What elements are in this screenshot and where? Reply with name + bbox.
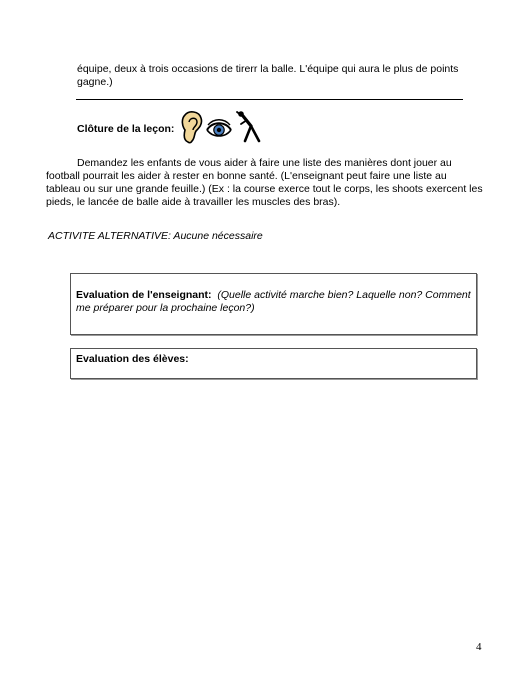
teacher-evaluation-prompt: (Quelle activité marche bien? Laquelle non? Comment me préparer pour la prochaine leçon?) [76,289,471,314]
student-evaluation-label: Evaluation des élèves: [76,353,189,365]
closing-heading: Clôture de la leçon: [77,123,175,135]
stretching-person-icon [237,111,259,141]
closing-paragraph: Demandez les enfants de vous aider à faire une liste des manières dont jouer au football pourrait les aider à rester en bonne santé. (L'enseignant peut faire une liste au tableau ou sur une grande feuille.) (Ex : la course exerce tout le corps, les shoots exercent les pieds, le lancée de balle aide à travailler les muscles des bras). [46,157,483,208]
alternative-activity: ACTIVITE ALTERNATIVE: Aucune nécessaire [48,230,263,242]
top-paragraph-line-2: gagne.) [77,76,113,88]
teacher-evaluation-label: Evaluation de l'enseignant: [76,289,212,301]
ear-icon [182,112,201,143]
horizontal-rule [76,99,463,100]
eye-icon [207,120,231,136]
top-paragraph [77,63,477,89]
teacher-evaluation-box [70,273,477,335]
page-number: 4 [476,641,482,653]
top-paragraph-line-1: équipe, deux à trois occasions de tirerr la balle. L'équipe qui aura le plus de points [77,63,459,75]
closing-icons [179,110,269,146]
teacher-evaluation-content [76,289,471,315]
student-evaluation-box [70,348,477,379]
